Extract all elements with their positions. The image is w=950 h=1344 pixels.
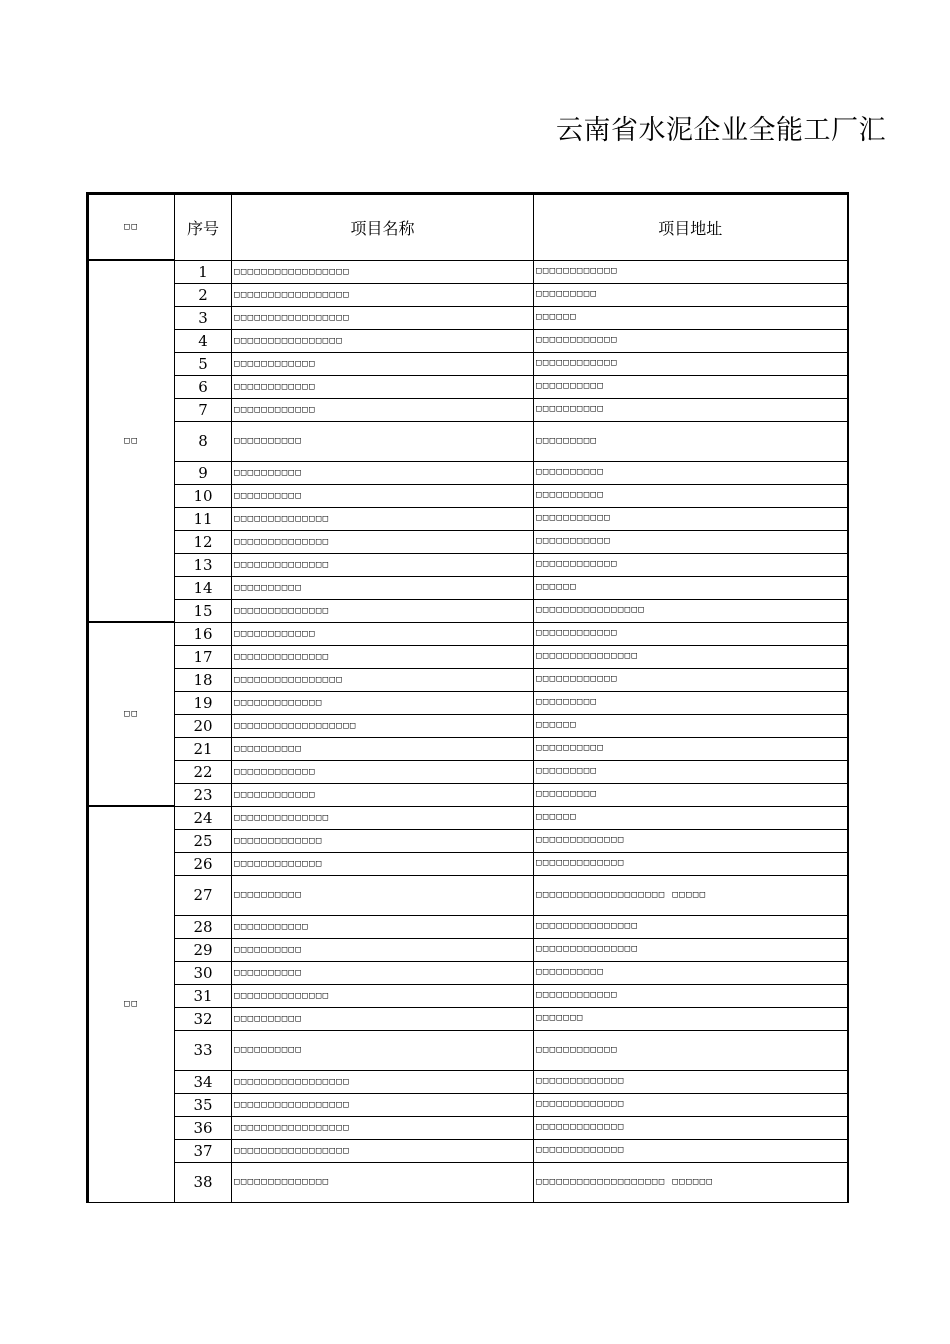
- table-row: [88, 984, 848, 1007]
- project-address-cell: □□□□□□□□□□□□: [534, 668, 848, 691]
- project-address-cell: □□□□□□□□□□□□□: [534, 852, 848, 875]
- table-row: [88, 306, 848, 329]
- seq-cell: 36: [175, 1116, 232, 1139]
- table-row: [88, 829, 848, 852]
- document-title: 云南省水泥企业全能工厂汇: [556, 115, 886, 146]
- project-address-cell: □□□□□□: [534, 576, 848, 599]
- project-address-cell: □□□□□□: [534, 306, 848, 329]
- project-address-cell: □□□□□□□□□□□□□□□: [534, 938, 848, 961]
- seq-cell: 35: [175, 1093, 232, 1116]
- seq-cell: 20: [175, 714, 232, 737]
- seq-cell: 28: [175, 915, 232, 938]
- seq-cell: 9: [175, 461, 232, 484]
- project-address-cell: □□□□□□□□□□□□: [534, 1030, 848, 1070]
- seq-cell: 19: [175, 691, 232, 714]
- seq-cell: 25: [175, 829, 232, 852]
- seq-cell: 3: [175, 306, 232, 329]
- seq-cell: 12: [175, 530, 232, 553]
- table-row: [88, 398, 848, 421]
- table-row: [88, 375, 848, 398]
- project-address-cell: □□□□□□□□□: [534, 783, 848, 806]
- project-address-cell: □□□□□□□□□□□□: [534, 329, 848, 352]
- project-name-cell: □□□□□□□□□□: [232, 421, 534, 461]
- project-address-cell: □□□□□□□□□□□□: [534, 622, 848, 645]
- project-name-cell: □□□□□□□□□□□□□□□□□: [232, 1139, 534, 1162]
- project-address-cell: □□□□□□□□□□□□: [534, 260, 848, 283]
- project-address-cell: □□□□□□□□□: [534, 283, 848, 306]
- table-row: [88, 507, 848, 530]
- seq-cell: 10: [175, 484, 232, 507]
- table-row: [88, 1093, 848, 1116]
- table-row: [88, 691, 848, 714]
- seq-cell: 2: [175, 283, 232, 306]
- table-row: [88, 530, 848, 553]
- table-row: [88, 599, 848, 622]
- project-name-cell: □□□□□□□□□□□□: [232, 398, 534, 421]
- project-address-cell: □□□□□□□□□□□□□: [534, 1093, 848, 1116]
- seq-cell: 7: [175, 398, 232, 421]
- project-address-cell: □□□□□□□□□□□□□: [534, 1070, 848, 1093]
- project-name-cell: □□□□□□□□□□: [232, 1030, 534, 1070]
- seq-cell: 27: [175, 875, 232, 915]
- table-row: [88, 915, 848, 938]
- table-row: [88, 260, 848, 283]
- project-address-cell: □□□□□□: [534, 806, 848, 829]
- project-address-cell: □□□□□□□: [534, 1007, 848, 1030]
- project-name-cell: □□□□□□□□□□□□□□: [232, 806, 534, 829]
- seq-cell: 32: [175, 1007, 232, 1030]
- project-name-cell: □□□□□□□□□□□□□□: [232, 599, 534, 622]
- project-name-cell: □□□□□□□□□□□□□□□□: [232, 329, 534, 352]
- project-address-cell: □□□□□□□□□□□□□□□□: [534, 599, 848, 622]
- table-row: [88, 1007, 848, 1030]
- project-name-cell: □□□□□□□□□□□□□□□□□: [232, 1093, 534, 1116]
- project-address-cell: □□□□□□□□□□□□□□□□□□□ □□□□□: [534, 875, 848, 915]
- seq-cell: 33: [175, 1030, 232, 1070]
- project-name-cell: □□□□□□□□□□□: [232, 915, 534, 938]
- project-address-cell: □□□□□□□□□□□□□□□□□□□ □□□□□□: [534, 1162, 848, 1202]
- table-row: [88, 961, 848, 984]
- table-row: [88, 938, 848, 961]
- seq-cell: 16: [175, 622, 232, 645]
- table-row: [88, 352, 848, 375]
- header-seq: 序号: [175, 194, 232, 261]
- project-name-cell: □□□□□□□□□□□□□: [232, 829, 534, 852]
- table-body: [88, 260, 848, 1202]
- seq-cell: 13: [175, 553, 232, 576]
- region-cell: □□: [88, 806, 175, 1202]
- table-row: [88, 1162, 848, 1202]
- project-name-cell: □□□□□□□□□□: [232, 961, 534, 984]
- project-name-cell: □□□□□□□□□□: [232, 938, 534, 961]
- table-row: [88, 1116, 848, 1139]
- seq-cell: 4: [175, 329, 232, 352]
- seq-cell: 23: [175, 783, 232, 806]
- region-cell: □□: [88, 622, 175, 806]
- project-address-cell: □□□□□□□□□□: [534, 737, 848, 760]
- project-name-cell: □□□□□□□□□□: [232, 461, 534, 484]
- project-address-cell: □□□□□□□□□: [534, 760, 848, 783]
- table-row: [88, 645, 848, 668]
- seq-cell: 21: [175, 737, 232, 760]
- header-region: □□: [88, 194, 175, 261]
- seq-cell: 18: [175, 668, 232, 691]
- seq-cell: 38: [175, 1162, 232, 1202]
- table-row: [88, 760, 848, 783]
- project-name-cell: □□□□□□□□□□□□□□: [232, 507, 534, 530]
- project-address-cell: □□□□□□□□□□□□: [534, 984, 848, 1007]
- table-row: [88, 553, 848, 576]
- project-name-cell: □□□□□□□□□□□□: [232, 783, 534, 806]
- table-row: [88, 1030, 848, 1070]
- project-address-cell: □□□□□□□□□□: [534, 484, 848, 507]
- project-address-cell: □□□□□□□□□□: [534, 398, 848, 421]
- project-address-cell: □□□□□□□□□: [534, 421, 848, 461]
- project-name-cell: □□□□□□□□□□□□□□□□: [232, 668, 534, 691]
- project-name-cell: □□□□□□□□□□□□□□: [232, 553, 534, 576]
- table-row: [88, 329, 848, 352]
- seq-cell: 29: [175, 938, 232, 961]
- seq-cell: 8: [175, 421, 232, 461]
- project-name-cell: □□□□□□□□□□□□□□□□□: [232, 260, 534, 283]
- table-row: [88, 852, 848, 875]
- project-address-cell: □□□□□□□□□□□□□□□: [534, 915, 848, 938]
- table-row: [88, 283, 848, 306]
- project-name-cell: □□□□□□□□□□□□□□□□□: [232, 1116, 534, 1139]
- table-header-row: [88, 194, 848, 261]
- table-row: [88, 461, 848, 484]
- project-address-cell: □□□□□□□□□: [534, 691, 848, 714]
- table-row: [88, 622, 848, 645]
- project-name-cell: □□□□□□□□□□□□□□: [232, 530, 534, 553]
- project-name-cell: □□□□□□□□□□□□: [232, 760, 534, 783]
- header-project-name: 项目名称: [232, 194, 534, 261]
- project-name-cell: □□□□□□□□□□□□□□: [232, 645, 534, 668]
- table-row: [88, 484, 848, 507]
- seq-cell: 6: [175, 375, 232, 398]
- table-row: [88, 714, 848, 737]
- seq-cell: 26: [175, 852, 232, 875]
- seq-cell: 1: [175, 260, 232, 283]
- seq-cell: 17: [175, 645, 232, 668]
- table-row: [88, 783, 848, 806]
- table-row: [88, 668, 848, 691]
- seq-cell: 30: [175, 961, 232, 984]
- seq-cell: 14: [175, 576, 232, 599]
- project-address-cell: □□□□□□□□□□□□□□□: [534, 645, 848, 668]
- enterprise-table: [86, 192, 849, 1203]
- project-address-cell: □□□□□□□□□□: [534, 461, 848, 484]
- project-name-cell: □□□□□□□□□□□□: [232, 352, 534, 375]
- project-address-cell: □□□□□□□□□□: [534, 375, 848, 398]
- project-name-cell: □□□□□□□□□□□□□□□□□□: [232, 714, 534, 737]
- seq-cell: 5: [175, 352, 232, 375]
- project-name-cell: □□□□□□□□□□□□: [232, 622, 534, 645]
- project-name-cell: □□□□□□□□□□□□□□□□□: [232, 283, 534, 306]
- seq-cell: 34: [175, 1070, 232, 1093]
- seq-cell: 15: [175, 599, 232, 622]
- project-address-cell: □□□□□□□□□□□□□: [534, 829, 848, 852]
- table-row: [88, 875, 848, 915]
- header-project-address: 项目地址: [534, 194, 848, 261]
- project-name-cell: □□□□□□□□□□□□□□: [232, 984, 534, 1007]
- seq-cell: 37: [175, 1139, 232, 1162]
- table-row: [88, 806, 848, 829]
- table-row: [88, 1070, 848, 1093]
- project-address-cell: □□□□□□□□□□□□: [534, 553, 848, 576]
- table-row: [88, 1139, 848, 1162]
- project-address-cell: □□□□□□□□□□□: [534, 530, 848, 553]
- project-name-cell: □□□□□□□□□□□□: [232, 375, 534, 398]
- project-name-cell: □□□□□□□□□□: [232, 484, 534, 507]
- table-row: [88, 737, 848, 760]
- project-name-cell: □□□□□□□□□□: [232, 875, 534, 915]
- project-name-cell: □□□□□□□□□□□□□□: [232, 1162, 534, 1202]
- project-name-cell: □□□□□□□□□□□□□: [232, 691, 534, 714]
- region-cell: □□: [88, 260, 175, 622]
- project-address-cell: □□□□□□□□□□□□: [534, 352, 848, 375]
- seq-cell: 11: [175, 507, 232, 530]
- project-name-cell: □□□□□□□□□□□□□□□□□: [232, 1070, 534, 1093]
- project-name-cell: □□□□□□□□□□: [232, 737, 534, 760]
- seq-cell: 24: [175, 806, 232, 829]
- project-address-cell: □□□□□□□□□□□□□: [534, 1116, 848, 1139]
- project-name-cell: □□□□□□□□□□□□□□□□□: [232, 306, 534, 329]
- project-name-cell: □□□□□□□□□□: [232, 1007, 534, 1030]
- project-name-cell: □□□□□□□□□□: [232, 576, 534, 599]
- project-address-cell: □□□□□□□□□□: [534, 961, 848, 984]
- seq-cell: 31: [175, 984, 232, 1007]
- project-address-cell: □□□□□□□□□□□: [534, 507, 848, 530]
- project-address-cell: □□□□□□: [534, 714, 848, 737]
- project-name-cell: □□□□□□□□□□□□□: [232, 852, 534, 875]
- table-row: [88, 421, 848, 461]
- project-address-cell: □□□□□□□□□□□□□: [534, 1139, 848, 1162]
- table-row: [88, 576, 848, 599]
- seq-cell: 22: [175, 760, 232, 783]
